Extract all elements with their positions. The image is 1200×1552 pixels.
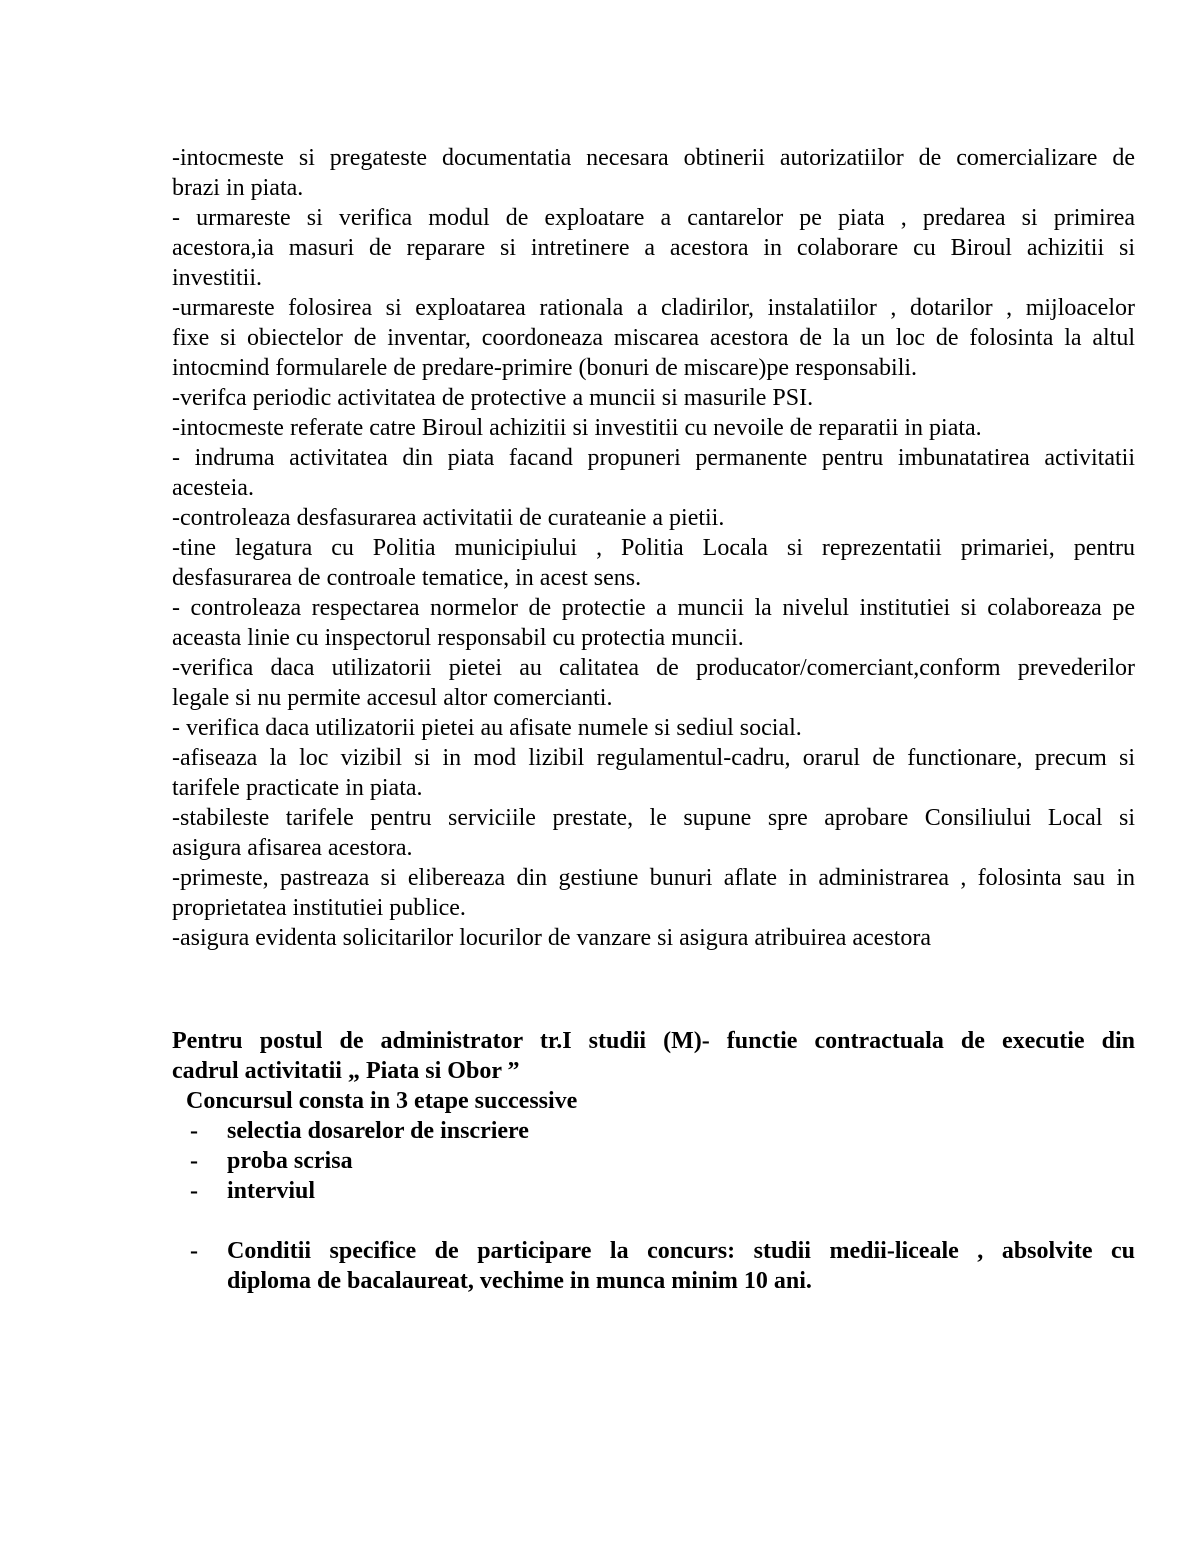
duty-paragraph [172, 593, 1135, 653]
duty-paragraph [172, 293, 1135, 383]
list-dash-marker: - [190, 1148, 198, 1174]
text-line: intocmind formularele de predare-primire (bonuri de miscare)pe responsabili. [172, 355, 918, 381]
stage-label: selectia dosarelor de inscriere [227, 1118, 529, 1144]
text-line: legale si nu permite accesul altor comercianti. [172, 685, 613, 711]
duty-paragraph [172, 143, 1135, 203]
text-line: - controleaza respectarea normelor de protectie a muncii la nivelul institutiei si colaboreaza pe [172, 595, 1135, 621]
text-line: brazi in piata. [172, 175, 304, 201]
stage-list-item [172, 1176, 1135, 1206]
text-line: diploma de bacalaureat, vechime in munca minim 10 ani. [227, 1268, 812, 1294]
stage-list-item [172, 1146, 1135, 1176]
text-line: tarifele practicate in piata. [172, 775, 423, 801]
text-line: - urmareste si verifica modul de exploatare a cantarelor pe piata , predarea si primirea [172, 205, 1135, 231]
duty-paragraph [172, 863, 1135, 923]
text-line: -controleaza desfasurarea activitatii de curateanie a pietii. [172, 505, 725, 531]
text-line: - indruma activitatea din piata facand propuneri permanente pentru imbunatatirea activitatii [172, 445, 1135, 471]
duty-paragraph [172, 533, 1135, 593]
duty-paragraph [172, 743, 1135, 803]
text-line: investitii. [172, 265, 262, 291]
stage-list-item [172, 1116, 1135, 1146]
text-line: -stabileste tarifele pentru serviciile prestate, le supune spre aprobare Consiliului Local si [172, 805, 1135, 831]
list-dash-marker: - [190, 1118, 198, 1144]
text-line: -verifca periodic activitatea de protective a muncii si masurile PSI. [172, 385, 814, 411]
text-line: -intocmeste si pregateste documentatia necesara obtinerii autorizatiilor de comercializare de [172, 145, 1135, 171]
spacer [172, 1206, 1135, 1236]
text-line: desfasurarea de controale tematice, in acest sens. [172, 565, 642, 591]
text-line: proprietatea institutiei publice. [172, 895, 466, 921]
contest-stages-title: Concursul consta in 3 etape successive [186, 1088, 578, 1114]
duty-paragraph [172, 653, 1135, 713]
duty-paragraph [172, 413, 1135, 443]
duty-paragraph [172, 383, 1135, 413]
duty-paragraph [172, 503, 1135, 533]
text-line: -asigura evidenta solicitarilor locurilor de vanzare si asigura atribuirea acestora [172, 925, 931, 951]
document-content [172, 143, 1135, 1296]
duty-paragraph [172, 443, 1135, 503]
text-line: -tine legatura cu Politia municipiului , Politia Locala si reprezentatii primariei, pentru [172, 535, 1135, 561]
stage-label: interviul [227, 1178, 315, 1204]
text-line: -intocmeste referate catre Biroul achizitii si investitii cu nevoile de reparatii in piata. [172, 415, 982, 441]
job-posting-section [172, 1026, 1135, 1296]
text-line: - verifica daca utilizatorii pietei au afisate numele si sediul social. [172, 715, 802, 741]
list-dash-marker: - [190, 1238, 198, 1264]
duty-paragraph [172, 803, 1135, 863]
text-line: -verifica daca utilizatorii pietei au calitatea de producator/comerciant,conform prevederilor [172, 655, 1135, 681]
text-line: fixe si obiectelor de inventar, coordoneaza miscarea acestora de la un loc de folosinta la altul [172, 325, 1135, 351]
text-line: acestora,ia masuri de reparare si intretinere a acestora in colaborare cu Biroul achizitii si [172, 235, 1135, 261]
text-line: -afiseaza la loc vizibil si in mod lizibil regulamentul-cadru, orarul de functionare, precum si [172, 745, 1135, 771]
duty-paragraph [172, 923, 1135, 953]
stage-label: proba scrisa [227, 1148, 353, 1174]
text-line: -primeste, pastreaza si elibereaza din gestiune bunuri aflate in administrarea , folosinta sau in [172, 865, 1135, 891]
list-dash-marker: - [190, 1178, 198, 1204]
text-line: Conditii specifice de participare la concurs: studii medii-liceale , absolvite cu [227, 1238, 1135, 1264]
duty-paragraph [172, 203, 1135, 293]
text-line: acesteia. [172, 475, 254, 501]
conditions-text [227, 1236, 1135, 1296]
text-line: -urmareste folosirea si exploatarea rationala a cladirilor, instalatiilor , dotarilor , mijloacelor [172, 295, 1135, 321]
conditions-list-item [172, 1236, 1135, 1296]
posting-heading [172, 1026, 1135, 1086]
text-line: cadrul activitatii „ Piata si Obor ” [172, 1058, 520, 1084]
duty-paragraph [172, 713, 1135, 743]
text-line: asigura afisarea acestora. [172, 835, 413, 861]
text-line: Pentru postul de administrator tr.I studii (M)- functie contractuala de executie din [172, 1028, 1135, 1054]
text-line: aceasta linie cu inspectorul responsabil cu protectia muncii. [172, 625, 744, 651]
